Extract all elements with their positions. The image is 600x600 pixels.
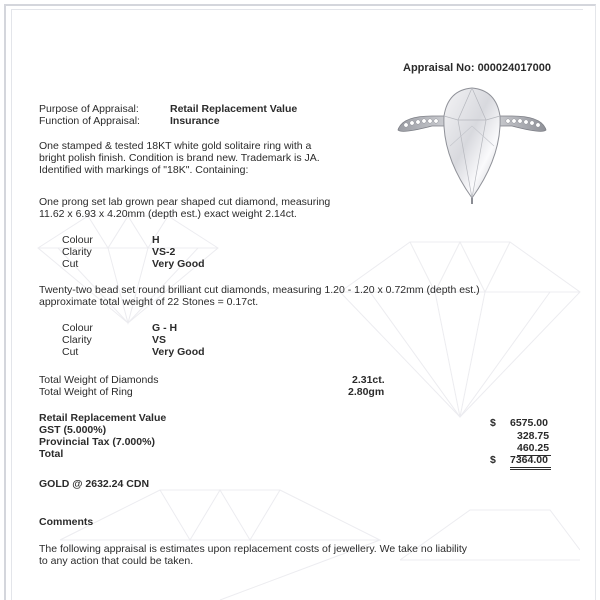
total-amount: 7364.00 — [510, 454, 551, 470]
purpose-value: Retail Replacement Value — [170, 103, 298, 115]
grade-value: VS — [152, 334, 167, 346]
grade-label: Clarity — [62, 334, 92, 346]
retail-amount: 6575.00 — [510, 417, 548, 429]
center-stone-line: One prong set lab grown pear shaped cut diamond, measuring — [39, 196, 331, 208]
gst-label: GST (5.000%) — [39, 424, 107, 436]
comments-heading: Comments — [39, 516, 94, 528]
grade-value: Very Good — [152, 258, 205, 270]
description-line: bright polish finish. Condition is brand new. Trademark is JA. — [39, 152, 320, 164]
gst-amount: 328.75 — [517, 430, 550, 442]
comments-line: to any action that could be taken. — [39, 555, 194, 567]
grade-value: G - H — [152, 322, 178, 334]
weight-value: 2.31ct. — [352, 374, 385, 386]
retail-value-label: Retail Replacement Value — [39, 412, 167, 424]
grade-label: Cut — [62, 346, 79, 358]
side-stones-line: Twenty-two bead set round brilliant cut diamonds, measuring 1.20 - 1.20 x 0.72mm (depth est.) — [39, 284, 480, 296]
grade-value: VS-2 — [152, 246, 176, 258]
ring-image — [392, 86, 552, 216]
weight-label: Total Weight of Diamonds — [39, 374, 159, 386]
description-line: One stamped & tested 18KT white gold solitaire ring with a — [39, 140, 312, 152]
grade-value: H — [152, 234, 160, 246]
pst-label: Provincial Tax (7.000%) — [39, 436, 155, 448]
comments-line: The following appraisal is estimates upon replacement costs of jewellery. We take no liability — [39, 543, 467, 555]
side-stones-line: approximate total weight of 22 Stones = 0.17ct. — [39, 296, 259, 308]
weight-label: Total Weight of Ring — [39, 386, 133, 398]
purpose-label: Purpose of Appraisal: — [39, 103, 139, 115]
appraisal-number: Appraisal No: 000024017000 — [403, 62, 551, 74]
grade-value: Very Good — [152, 346, 205, 358]
grade-label: Cut — [62, 258, 79, 270]
function-label: Function of Appraisal: — [39, 115, 140, 127]
pst-amount: 460.25 — [517, 442, 551, 456]
total-label: Total — [39, 448, 64, 460]
description-line: Identified with markings of "18K". Containing: — [39, 164, 249, 176]
function-value: Insurance — [170, 115, 220, 127]
gold-price: GOLD @ 2632.24 CDN — [39, 478, 150, 490]
weight-value: 2.80gm — [348, 386, 385, 398]
total-currency: $ — [490, 454, 496, 466]
grade-label: Colour — [62, 322, 93, 334]
center-stone-line: 11.62 x 6.93 x 4.20mm (depth est.) exact weight 2.14ct. — [39, 208, 297, 220]
retail-currency: $ — [490, 417, 496, 429]
grade-label: Colour — [62, 234, 93, 246]
grade-label: Clarity — [62, 246, 92, 258]
